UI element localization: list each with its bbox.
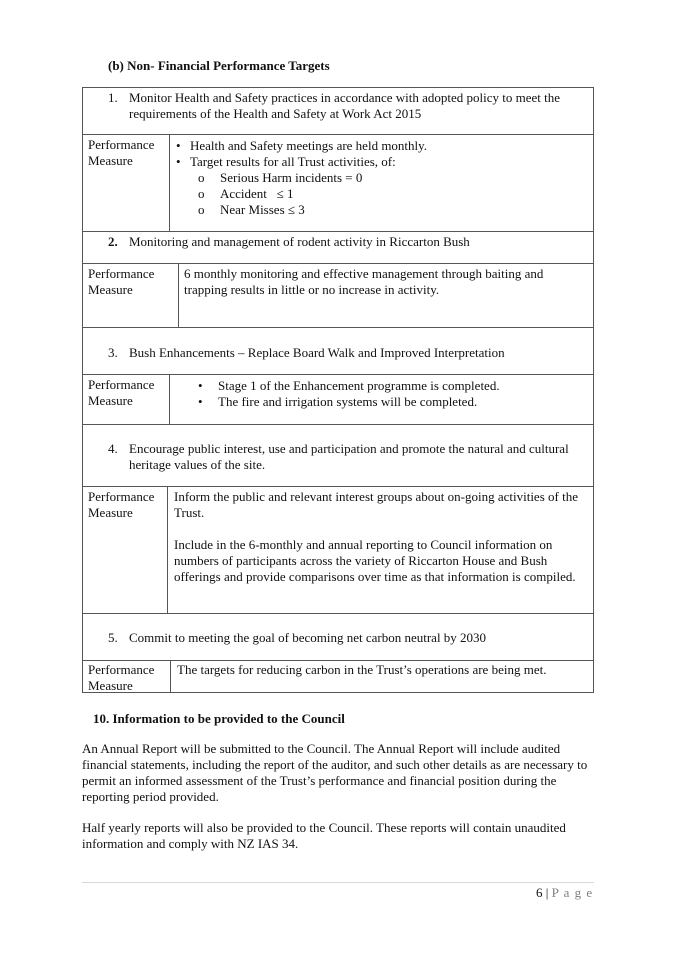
target-4-measure-text <box>174 489 586 585</box>
target-2-measure-text: 6 monthly monitoring and effective management through baiting and trapping results in little or no increase in activity. <box>184 266 544 297</box>
column-divider <box>170 660 171 693</box>
target-1-measure-label <box>88 137 168 169</box>
list-item <box>198 394 588 410</box>
divider <box>82 424 594 425</box>
column-divider <box>169 134 170 231</box>
list-item <box>176 138 586 154</box>
measure-label-line-2: Measure <box>88 505 133 520</box>
bullet-text: Health and Safety meetings are held monthly. <box>190 138 428 153</box>
measure-label-line-1: Performance <box>88 662 155 677</box>
sub-bullet-text: Serious Harm incidents = 0 <box>220 170 363 185</box>
bullet-text: Stage 1 of the Enhancement programme is completed. <box>218 378 500 393</box>
target-5-measure-text: The targets for reducing carbon in the Trust’s operations are being met. <box>177 662 547 677</box>
target-5-title: Commit to meeting the goal of becoming net carbon neutral by 2030 <box>129 630 487 645</box>
divider <box>82 327 594 328</box>
bullet-icon: • <box>198 394 203 409</box>
divider <box>82 134 594 135</box>
page-separator: | <box>545 885 549 900</box>
divider <box>82 613 594 614</box>
target-5-measure-label <box>88 662 168 694</box>
bullet-icon: • <box>176 154 181 169</box>
divider <box>82 486 594 487</box>
page-footer <box>536 885 593 901</box>
target-1-measure-list <box>176 138 586 218</box>
divider <box>82 231 594 232</box>
sub-bullet-text: Near Misses ≤ 3 <box>220 202 305 217</box>
measure-label-line-1: Performance <box>88 377 155 392</box>
list-item <box>176 202 586 218</box>
footer-divider <box>82 882 594 883</box>
bullet-text: Target results for all Trust activities, of: <box>190 154 396 169</box>
circle-bullet-icon: o <box>198 186 205 201</box>
section-10-paragraph-1: An Annual Report will be submitted to the Council. The Annual Report will include audited financial statements, including the report of the auditor, and such other details as are necessary to permit an informed assessment of the Trust’s performance and financial position during the reporting period provided. <box>82 741 588 804</box>
target-3-measure-label <box>88 377 168 409</box>
page-number: 6 <box>536 885 543 900</box>
bullet-icon: • <box>176 138 181 153</box>
target-1-number: 1. <box>108 90 118 105</box>
target-2-measure-label <box>88 266 168 298</box>
target-4-title: Encourage public interest, use and participation and promote the natural and cultural heritage values of the site. <box>129 441 569 472</box>
column-divider <box>169 374 170 424</box>
divider <box>82 374 594 375</box>
section-b-heading: (b) Non- Financial Performance Targets <box>108 58 330 73</box>
measure-label-line-1: Performance <box>88 266 155 281</box>
measure-paragraph: Include in the 6-monthly and annual reporting to Council information on numbers of participants across the variety of Riccarton House and Bush offerings and provide comparisons over time as that information is compiled. <box>174 537 576 584</box>
section-10-heading: 10. Information to be provided to the Council <box>93 711 345 726</box>
list-item <box>176 186 586 202</box>
divider <box>82 660 594 661</box>
section-10-paragraph-2: Half yearly reports will also be provided to the Council. These reports will contain unaudited information and comply with NZ IAS 34. <box>82 820 566 851</box>
measure-label-line-2: Measure <box>88 393 133 408</box>
target-3-number: 3. <box>108 345 118 360</box>
list-item <box>198 378 588 394</box>
measure-paragraph: Inform the public and relevant interest groups about on-going activities of the Trust. <box>174 489 578 520</box>
circle-bullet-icon: o <box>198 170 205 185</box>
target-3-title: Bush Enhancements – Replace Board Walk and Improved Interpretation <box>129 345 505 360</box>
measure-label-line-2: Measure <box>88 282 133 297</box>
target-3-measure-list <box>198 378 588 410</box>
target-4-number: 4. <box>108 441 118 456</box>
measure-label-line-2: Measure <box>88 678 133 693</box>
page-word: P a g e <box>551 885 594 900</box>
target-5-number: 5. <box>108 630 118 645</box>
bullet-icon: • <box>198 378 203 393</box>
list-item <box>176 154 586 170</box>
bullet-text: The fire and irrigation systems will be completed. <box>218 394 478 409</box>
divider <box>82 263 594 264</box>
column-divider <box>167 486 168 613</box>
measure-label-line-1: Performance <box>88 137 155 152</box>
column-divider <box>178 263 179 327</box>
target-1-title: Monitor Health and Safety practices in accordance with adopted policy to meet the requirements of the Health and Safety at Work Act 2015 <box>129 90 561 121</box>
measure-label-line-1: Performance <box>88 489 155 504</box>
target-4-measure-label <box>88 489 168 521</box>
target-2-number: 2. <box>108 234 118 249</box>
circle-bullet-icon: o <box>198 202 205 217</box>
list-item <box>176 170 586 186</box>
measure-label-line-2: Measure <box>88 153 133 168</box>
sub-bullet-text: Accident ≤ 1 <box>220 186 294 201</box>
target-2-title: Monitoring and management of rodent activity in Riccarton Bush <box>129 234 470 249</box>
